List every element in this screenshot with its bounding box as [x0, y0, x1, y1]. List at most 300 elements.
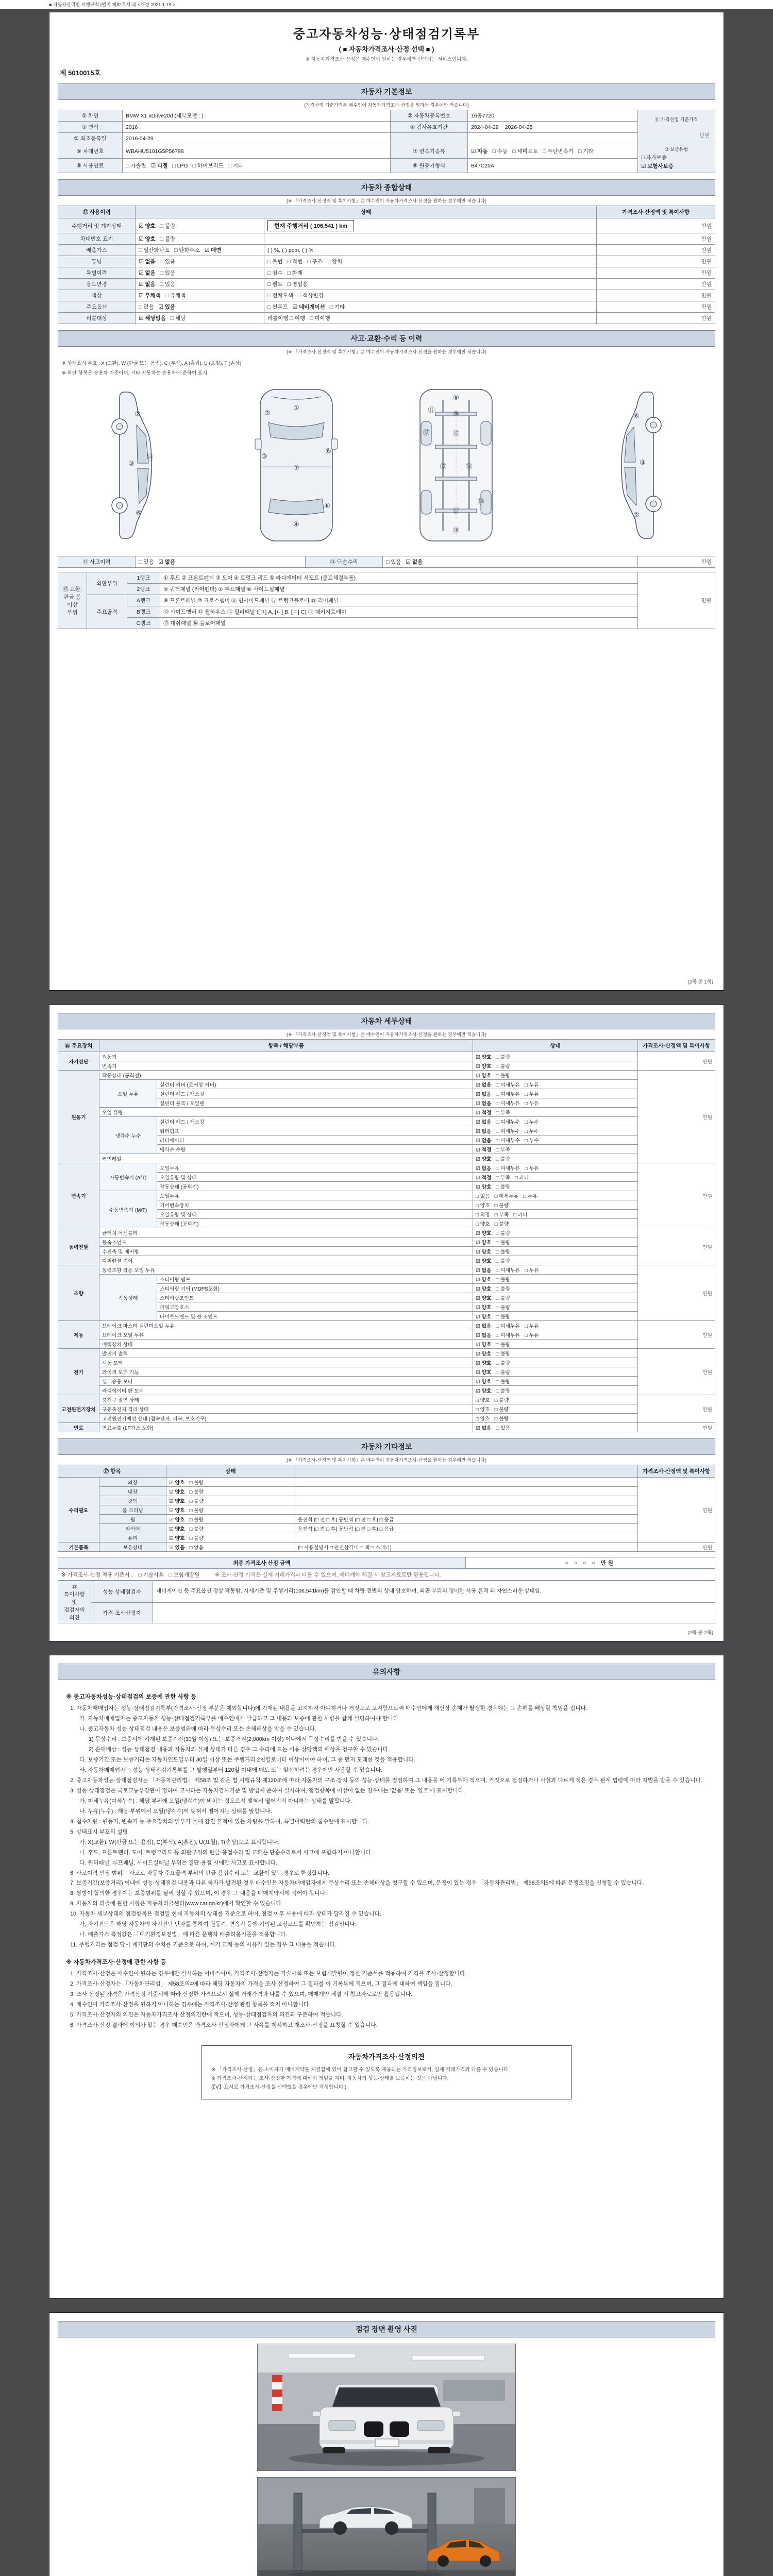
detail-condition-row	[58, 1367, 715, 1377]
misc-state-cell	[166, 1515, 295, 1524]
price-cell: 만원	[638, 1052, 715, 1071]
price-cell: 만원	[638, 1265, 715, 1321]
main-frame-label: 주요골격	[87, 595, 127, 629]
vin-value: WBAHU5101G5P56798	[123, 144, 391, 159]
table-row	[58, 556, 715, 568]
notice-line: 나. 후드, 프론트펜더, 도어, 트렁크리드 등 외판부위의 판금·용접수리 및 교환은 단순수리로서 사고에 포함하지 아니합니다.	[79, 1849, 373, 1856]
checked-checkbox: ☑ 없음	[476, 1267, 492, 1274]
unchecked-checkbox: □ 과다	[513, 1212, 528, 1218]
first-registration-value: 2016-04-29	[123, 133, 391, 144]
detail-state-cell	[473, 1200, 638, 1210]
checked-checkbox: ☑ 양호	[476, 1360, 492, 1366]
misc-state-cell	[166, 1478, 295, 1487]
appraiser-role-label: 가격·조사산정자	[91, 1602, 153, 1623]
unchecked-checkbox: □ 양호	[476, 1416, 490, 1422]
svg-text:④: ④	[293, 521, 299, 529]
detail-state-cell	[473, 1163, 638, 1173]
detail-condition-row	[58, 1117, 715, 1126]
checked-checkbox: ☑ 없음	[139, 259, 156, 265]
checked-checkbox: ☑ 양호	[476, 1342, 492, 1348]
price-header: 가격조사·산정액 및 특이사항	[638, 1040, 715, 1052]
detail-state-cell	[473, 1349, 638, 1358]
detail-condition-row	[58, 1340, 715, 1349]
misc-extra-cell: 운전석 (□ 전 □ 후) 동반석 (□ 전 □ 후) □ 응급	[295, 1524, 638, 1533]
overall-condition-row	[58, 256, 715, 267]
misc-state-cell	[166, 1496, 295, 1505]
detail-condition-row	[58, 1173, 715, 1182]
valuation-opinion-line: (【V】표시로 가격조사·산정을 선택했을 경우에만 작성합니다.)	[211, 2084, 347, 2091]
detail-item-label: 실내송풍 모터	[99, 1377, 473, 1386]
unchecked-checkbox: □ 부족	[496, 1147, 511, 1153]
detail-item-label: 워터펌프	[157, 1126, 473, 1136]
unchecked-checkbox: □ 불량	[496, 1286, 511, 1292]
section-basic-info-note: (가격산정 기준가격은 매수인이 자동차가격조사·산정을 원하는 경우에만 적습니다)	[304, 103, 469, 108]
unchecked-checkbox: □ 불량	[494, 1221, 509, 1227]
overall-condition-table	[58, 206, 715, 324]
checked-checkbox: ☑ 없음	[476, 1138, 492, 1144]
detail-item-label: 스티어링조인트	[157, 1293, 473, 1302]
detail-condition-row	[58, 1126, 715, 1136]
unchecked-checkbox: □ 부족	[496, 1110, 511, 1116]
item-header: 항목 / 해당부품	[99, 1040, 473, 1052]
notice-line: 1) 무상수리 : 보증서에 기재된 보증기간(30일 이상) 또는 보증거리(2,000km 이상) 이내에서 무상수리를 받을 수 있습니다.	[89, 1736, 379, 1742]
unchecked-checkbox: □ 유채색	[165, 293, 186, 299]
detail-state-cell	[473, 1275, 638, 1284]
fuel-type-label: ⑧ 사용연료	[58, 159, 123, 173]
unchecked-checkbox: □ 불량	[160, 236, 176, 242]
price-cell: 만원	[638, 1228, 715, 1265]
condition-item-label: 색상	[58, 290, 136, 301]
unchecked-checkbox: □ 기타	[228, 163, 244, 169]
detail-state-cell	[473, 1071, 638, 1080]
misc-item-label: 유리	[99, 1533, 166, 1543]
base-price-label: ⑪ 가격산정 기준가격	[654, 116, 698, 122]
checked-checkbox: ☑ 양호	[476, 1314, 492, 1320]
svg-text:⑨: ⑨	[453, 394, 459, 402]
svg-text:③: ③	[261, 453, 267, 461]
inspector-role-label: 성능·상태점검자	[91, 1581, 153, 1603]
checked-checkbox: ☑ 적정	[476, 1110, 492, 1116]
checked-checkbox: ☑ 양호	[476, 1156, 492, 1162]
base-price-cell	[638, 110, 715, 144]
detail-state-cell	[473, 1145, 638, 1154]
detail-condition-row	[58, 1395, 715, 1404]
detail-item-label: 충전구 절연 상태	[99, 1395, 473, 1404]
inspection-validity-value: 2024-04-29 ~ 2026-04-28	[468, 122, 638, 133]
misc-info-row	[58, 1515, 715, 1524]
unchecked-checkbox: □ 누유	[524, 1082, 539, 1088]
plate-number-label: ② 자동차등록번호	[391, 110, 468, 122]
detail-condition-row	[58, 1182, 715, 1191]
svg-text:②: ②	[135, 411, 141, 418]
detail-condition-row	[58, 1265, 715, 1275]
detail-state-cell	[473, 1238, 638, 1247]
plate-number-value: 16공7720	[468, 110, 638, 122]
checked-checkbox: ☑ 없음	[476, 1332, 492, 1338]
unchecked-checkbox: □ 미세누유	[496, 1165, 520, 1172]
unchecked-checkbox: □ 불량	[496, 1388, 511, 1394]
warranty-type-cell	[638, 144, 715, 173]
notice-line: 5. 가격조사·산정자의 의견은 자동차가격조사·산정의견란에 적으며, 성능·상태점검자의 의견과 구분하여 적습니다.	[70, 2012, 343, 2019]
checked-checkbox: ☑ 양호	[476, 1277, 492, 1283]
svg-text:⑥: ⑥	[633, 413, 640, 420]
panel-main-record	[49, 12, 724, 991]
detail-condition-row	[58, 1071, 715, 1080]
checked-checkbox: ☑ 없음	[406, 559, 423, 565]
unchecked-checkbox: □ 있음	[160, 281, 176, 287]
condition-extra-cell	[264, 245, 597, 256]
misc-group-label: 수리필요	[58, 1478, 99, 1543]
detail-state-cell	[473, 1423, 638, 1432]
notice-line: 1. 가격조사·산정은 매수인이 원하는 경우에만 실시하는 서비스이며, 가격조사·산정자는 기술사회 또는 보험개발원이 정한 기준서를 적용하여 가격을 조사·산정합니다.	[70, 1971, 467, 1977]
unchecked-checkbox: □ 불량	[496, 1379, 511, 1385]
detail-condition-row	[58, 1098, 715, 1108]
rank-label: 2랭크	[127, 584, 160, 595]
unchecked-checkbox: □ 불량	[189, 1517, 204, 1523]
section-detail-condition-title: 자동차 세부상태	[58, 1013, 715, 1029]
valuation-opinion-title: 자동차가격조사·산정의견	[348, 2053, 425, 2061]
condition-state-cell	[136, 267, 264, 279]
detail-item-label: 추진축 및 베어링	[99, 1247, 473, 1256]
svg-text:③: ③	[128, 460, 135, 468]
final-price-label: 최종 가격조사·산정 금액	[58, 1557, 466, 1569]
condition-extra-cell	[264, 233, 597, 245]
detail-item-label: 작동상태 (공회전)	[157, 1182, 473, 1191]
notice-line: 6. 사고이력 인정 범위는 사고로 자동차 주요골격 부위의 판금·용접수리 또는 교환이 있는 경우로 한정합니다.	[70, 1870, 330, 1876]
section-misc-info-note: (※ 「가격조사·산정액 및 특이사항」은 매수인이 자동차가격조사·산정을 원하는 경우에만 적습니다)	[287, 1458, 486, 1463]
detail-item-label: 브레이크 마스터 실린더오일 누유	[99, 1321, 473, 1330]
unchecked-checkbox: □ 불량	[496, 1295, 511, 1301]
detail-condition-row	[58, 1200, 715, 1210]
detail-state-cell	[473, 1330, 638, 1340]
condition-state-cell	[136, 256, 264, 267]
notice-line: 8. 쌍방이 합의한 경우에는 보증범위를 달리 정할 수 있으며, 이 경우 그 내용을 매매계약서에 적어야 합니다.	[70, 1890, 327, 1897]
misc-extra-cell: 운전석 (□ 전 □ 후) 동반석 (□ 전 □ 후) □ 응급	[295, 1515, 638, 1524]
unchecked-checkbox: □ 불량	[496, 1240, 511, 1246]
detail-item-label: 연료누출 (LP가스 포함)	[99, 1423, 473, 1432]
price-cell: 만원	[597, 267, 715, 279]
unchecked-checkbox: □ 가솔린	[126, 163, 146, 169]
detail-item-label: 스티어링 기어 (MDPS포함)	[157, 1284, 473, 1293]
table-row	[58, 618, 715, 629]
notice-heading: ※ 자동차가격조사·산정에 관한 사항 등	[66, 1959, 166, 1966]
table-row	[58, 1581, 715, 1603]
unchecked-checkbox: □ 누수	[524, 1119, 539, 1125]
detail-item-label: 오일유량 및 상태	[157, 1210, 473, 1219]
price-cell: 만원	[597, 290, 715, 301]
misc-extra-cell	[295, 1505, 638, 1515]
misc-info-row	[58, 1478, 715, 1487]
unchecked-checkbox: □ 누유	[524, 1100, 539, 1107]
condition-state-cell	[136, 313, 264, 324]
final-price-amount: ○ ○ ○ ○	[565, 1560, 597, 1566]
rank-items: ⑮ 대쉬패널 ⑯ 플로어패널	[160, 618, 638, 629]
damage-code-legend: ※ 상태표시 부호 : X (교환), W (판금 또는 용접), C (부식), A (흠집), U (요철), T (손상)	[62, 361, 242, 366]
unchecked-checkbox: □ 불량	[494, 1202, 509, 1209]
checked-checkbox: ☑ 없음	[139, 281, 156, 287]
svg-text:②: ②	[264, 410, 271, 417]
condition-extra-cell	[264, 290, 597, 301]
unchecked-checkbox: □ 양호	[476, 1221, 490, 1227]
model-year-value: 2016	[123, 122, 391, 133]
car-name-value: BMW X1 xDrive20d (세부모델 : )	[123, 110, 391, 122]
detail-item-label: 실린더 헤드 / 개스킷	[157, 1089, 473, 1098]
unchecked-checkbox: □ 썬루프	[267, 304, 288, 310]
svg-text:⑦: ⑦	[293, 464, 299, 472]
unchecked-checkbox: □ 불량	[189, 1526, 204, 1532]
unchecked-checkbox: □ 무단변속기	[543, 148, 574, 155]
detail-state-cell	[473, 1154, 638, 1163]
notice-line: 가. X(교환), W(판금 또는 용접), C(부식), A(흠집), U(요철), T(손상)으로 표시합니다.	[79, 1839, 279, 1845]
basic-info-table	[58, 110, 715, 173]
section-photos-title: 점검 장면 촬영 사진	[58, 2321, 715, 2337]
device-group-label: 전기	[58, 1349, 99, 1395]
notice-line: 7. 보증기간(보증거리) 이내에 성능·상태점검 내용과 다른 하자가 발견된 경우 매수인은 자동차매매업자에게 무상수리 또는 손해배상을 청구할 수 있으며, 분쟁이 있는 경우 「자동차관리법」 제58조의5에 따른 분쟁조정을 신청할 수 있습니다.	[70, 1880, 644, 1887]
notice-line: 4. 침수차량 : 원동기, 변속기 등 주요장치의 일부가 물에 잠긴 흔적이 있는 차량을 말하며, 특별이력란의 침수란에 표시합니다.	[70, 1818, 369, 1825]
final-price-table	[58, 1557, 715, 1569]
notice-line: 6. 가격조사·산정 결과에 이의가 있는 경우 매수인은 가격조사·산정자에게 그 사유를 제시하고 재조사·산정을 요청할 수 있습니다.	[70, 2022, 378, 2029]
notice-line: 2) 손해배상 : 성능·상태점검 내용과 자동차의 실제 상태가 다른 경우 그 수리에 드는 비용 상당액의 배상을 청구할 수 있습니다.	[89, 1746, 390, 1753]
misc-info-table	[58, 1465, 715, 1552]
checked-checkbox: ☑ 매연	[204, 247, 222, 253]
detail-item-label: 브레이크 오일 누유	[99, 1330, 473, 1340]
empty-label-cell	[391, 133, 468, 144]
checked-checkbox: ☑ 양호	[476, 1258, 492, 1264]
unchecked-checkbox: □ 불량	[496, 1351, 511, 1357]
unchecked-checkbox: □ 기술사회	[138, 1572, 164, 1578]
device-group-label: 변속기	[58, 1163, 99, 1228]
detail-state-cell	[473, 1117, 638, 1126]
unchecked-checkbox: □ 미세누유	[496, 1323, 520, 1329]
checked-checkbox: ☑ 없음	[476, 1091, 492, 1097]
unchecked-checkbox: □ 누수	[524, 1128, 539, 1134]
checked-checkbox: ☑ 보험사보증	[641, 163, 674, 170]
car-name-label: ① 차명	[58, 110, 123, 122]
checked-checkbox: ☑ 없음	[476, 1165, 492, 1172]
unchecked-checkbox: □ 불량	[189, 1507, 204, 1514]
unchecked-checkbox: □ 누유	[524, 1165, 539, 1172]
detail-item-label: 클러치 어셈블리	[99, 1228, 473, 1238]
detail-item-label: 라디에이터	[157, 1136, 473, 1145]
form-title: 중고자동차성능·상태점검기록부	[293, 27, 480, 41]
transmission-type-label: ⑦ 변속기종류	[391, 144, 468, 159]
condition-item-label: 배출가스	[58, 245, 136, 256]
price-cell: 만원	[597, 245, 715, 256]
accident-history-label: ⑬ 사고이력	[58, 556, 136, 568]
detail-state-cell	[473, 1210, 638, 1219]
notice-line: 다. 보증기간 또는 보증거리는 자동차인도일부터 30일 이상 또는 주행거리 2천킬로미터 이상이어야 하며, 그 중 먼저 도래한 것을 적용합니다.	[79, 1756, 415, 1763]
detail-item-label: 원동기	[99, 1052, 473, 1061]
price-cell: 만원	[638, 1321, 715, 1349]
notice-line: 3. 조사·산정된 가격은 가격산정 기준서에 따라 산정한 가격으로서 실제 거래가격과 다를 수 있으며, 매매계약 체결 시 참고자료로만 활용됩니다.	[70, 1991, 413, 1998]
misc-state-cell	[166, 1533, 295, 1543]
unchecked-checkbox: □ 불량	[496, 1360, 511, 1366]
detail-state-cell	[473, 1182, 638, 1191]
base-price-value: 만원	[699, 132, 710, 139]
misc-info-row	[58, 1524, 715, 1533]
unchecked-checkbox: □ 있음	[386, 559, 401, 565]
unchecked-checkbox: □ 침수	[267, 270, 283, 276]
checked-checkbox: ☑ 양호	[476, 1369, 492, 1376]
svg-text:⑫: ⑫	[440, 463, 447, 471]
detail-condition-row	[58, 1247, 715, 1256]
condition-state-cell	[136, 301, 264, 313]
notice-line: 4. 매수인이 가격조사·산정을 원하지 아니하는 경우에는 가격조사·산정 관련 항목을 적지 아니합니다.	[70, 2002, 311, 2008]
notice-line: 2. 가격조사·산정자는 「자동차관리법」 제58조의4에 따라 해당 자동차의 가격을 조사·산정하여 그 결과를 이 기록부에 적으며, 그 결과에 대하여 책임을 집니다.	[70, 1981, 452, 1988]
rank-label: A랭크	[127, 595, 160, 606]
unchecked-checkbox: □ 미세누유	[496, 1100, 520, 1107]
accident-history-options	[136, 556, 306, 568]
unchecked-checkbox: □ LPG	[172, 163, 188, 169]
unchecked-checkbox: □ 없음	[139, 304, 154, 310]
unchecked-checkbox: □ 없음	[189, 1545, 204, 1551]
price-cell: 만원	[597, 256, 715, 267]
misc-info-row	[58, 1505, 715, 1515]
car-damage-diagram	[58, 380, 715, 553]
checked-checkbox: ☑ 양호	[139, 223, 156, 229]
rank-label: 1랭크	[127, 572, 160, 584]
detail-state-cell	[473, 1386, 638, 1395]
detail-item-label: 오일 유량	[99, 1108, 473, 1117]
valuation-opinion-line: ※ 「가격조사·산정」은 소비자가 매매계약을 체결함에 있어 참고할 수 있도록 제공되는 가격정보로서, 실제 거래가격과 다를 수 있습니다.	[211, 2067, 510, 2073]
unchecked-checkbox: □ 불량	[189, 1498, 204, 1504]
condition-state-cell	[136, 290, 264, 301]
device-group-label: 동력전달	[58, 1228, 99, 1265]
unchecked-checkbox: □ 누유	[524, 1091, 539, 1097]
misc-item-header: ⑰ 항목	[58, 1465, 166, 1478]
overall-condition-row	[58, 313, 715, 324]
exchange-rank-table	[58, 572, 715, 629]
unchecked-checkbox: □ 있음	[139, 559, 154, 565]
rank-items: ⑫ 사이드멤버 ⑬ 휠하우스 ⑭ 필러패널 ([ㄱ] A, [ㄴ] B, [ㄷ] C) ⑲ 패키지트레이	[160, 606, 638, 618]
misc-extra-cell	[295, 1496, 638, 1505]
notice-line: 다. 쿼터패널, 루프패널, 사이드실패널 부위는 절단·용접 시에만 사고로 표시합니다.	[79, 1859, 277, 1866]
condition-extra-cell	[264, 301, 597, 313]
detail-state-cell	[473, 1191, 638, 1200]
unchecked-checkbox: □ 불량	[496, 1184, 511, 1190]
checked-checkbox: ☑ 양호	[476, 1230, 492, 1236]
price-cell: 만원	[638, 1478, 715, 1543]
checked-checkbox: ☑ 양호	[476, 1295, 492, 1301]
transmission-type-options	[468, 144, 638, 159]
detail-condition-row	[58, 1154, 715, 1163]
detail-condition-row	[58, 1302, 715, 1312]
device-group-label: 연료	[58, 1423, 99, 1432]
engine-model-value: B47C20A	[468, 159, 638, 173]
detail-state-cell	[473, 1126, 638, 1136]
overall-condition-row	[58, 279, 715, 290]
checked-checkbox: ☑ 양호	[476, 1073, 492, 1079]
unchecked-checkbox: □ 과다	[515, 1175, 529, 1181]
rank-label: C랭크	[127, 618, 160, 629]
unchecked-checkbox: □ 미이행	[310, 315, 330, 321]
checked-checkbox: ☑ 적정	[476, 1147, 492, 1153]
unchecked-checkbox: □ 장치	[327, 259, 343, 265]
detail-state-cell	[473, 1247, 638, 1256]
checked-checkbox: ☑ 적정	[476, 1175, 492, 1181]
notice-line: 나. 누유(누수) : 해당 부위에서 오일(냉각수)이 맺혀서 떨어지는 상태를 말합니다.	[79, 1808, 272, 1815]
car-diagram-svg	[90, 380, 683, 550]
detail-condition-row	[58, 1191, 715, 1200]
svg-text:⑯: ⑯	[465, 463, 473, 471]
panel-photos-signature	[49, 2312, 724, 2576]
checked-checkbox: ☑ 양호	[169, 1480, 185, 1486]
detail-state-cell	[473, 1219, 638, 1228]
rank-items: ① 후드 ② 프론트펜더 ③ 도어 ④ 트렁크 리드 ⑤ 라디에이터 서포트 (볼트체결부품)	[160, 572, 638, 584]
notice-line: 1. 자동차매매업자는 성능·상태점검기록부(가격조사·산정 부분은 제외합니다)에 기재된 내용을 고지하지 아니하거나 거짓으로 고지함으로써 매수인에게 재산상 손해가 발생한 경우에는 그 손해를 배상할 책임을 집니다.	[70, 1705, 588, 1711]
unchecked-checkbox: □ 불량	[496, 1230, 511, 1236]
unchecked-checkbox: □ 있음	[160, 270, 176, 276]
condition-state-cell	[136, 233, 264, 245]
detail-condition-row	[58, 1238, 715, 1247]
unchecked-checkbox: □ 불량	[496, 1073, 511, 1079]
detail-condition-row	[58, 1377, 715, 1386]
condition-state-cell	[136, 245, 264, 256]
svg-text:⑭: ⑭	[146, 454, 154, 462]
unchecked-checkbox: □ 누유	[524, 1267, 539, 1274]
detail-condition-row	[58, 1136, 715, 1145]
detail-condition-row	[58, 1321, 715, 1330]
misc-item-label: 광택	[99, 1496, 166, 1505]
detail-item-label: 커먼레일	[99, 1154, 473, 1163]
unchecked-checkbox: □ 일산화탄소	[139, 247, 170, 253]
detail-item-label: 발전기 출력	[99, 1349, 473, 1358]
notice-line: 가. 자기진단은 해당 자동차의 자기진단 단자를 통하여 원동기, 변속기 등에 기억된 고장코드를 확인하는 점검입니다.	[79, 1921, 357, 1928]
panel-notices	[49, 1655, 724, 2299]
overall-condition-row	[58, 218, 715, 233]
misc-item-label: 룸 크리닝	[99, 1505, 166, 1515]
detail-condition-row	[58, 1210, 715, 1219]
notice-line: 가. 자동차매매업자는 중고자동차 성능·상태점검기록부를 매수인에게 발급하고 그 내용과 보증에 관한 사항을 함께 설명하여야 합니다.	[79, 1715, 400, 1722]
section-detail-condition-note: (※ 「가격조사·산정액 및 특이사항」은 매수인이 자동차가격조사·산정을 원하는 경우에만 적습니다)	[287, 1032, 486, 1037]
detail-item-label: 오일유량 및 상태	[157, 1173, 473, 1182]
unchecked-checkbox: □ 미세누수	[496, 1138, 520, 1144]
unchecked-checkbox: □ 불량	[496, 1277, 511, 1283]
section-misc-info-title: 자동차 기타정보	[58, 1438, 715, 1455]
device-sub-label: 오일 누유	[99, 1080, 157, 1108]
condition-state-cell	[136, 279, 264, 290]
valuation-opinion-box	[201, 2045, 572, 2099]
price-cell: 만원	[638, 1543, 715, 1552]
unchecked-checkbox: □ 불량	[496, 1054, 511, 1060]
unchecked-checkbox: □ 보험개발원	[169, 1572, 200, 1578]
overall-condition-row	[58, 267, 715, 279]
unchecked-checkbox: □ 불량	[494, 1416, 509, 1422]
detail-condition-row	[58, 1061, 715, 1071]
inspection-photo-lift	[257, 2477, 516, 2576]
misc-item-label: 내장	[99, 1487, 166, 1496]
misc-info-row	[58, 1533, 715, 1543]
price-header: 가격조사·산정액 및 특이사항	[597, 206, 715, 218]
unchecked-checkbox: □ 불량	[496, 1063, 511, 1070]
checked-checkbox: ☑ 없음	[139, 270, 156, 276]
unchecked-checkbox: □ 적정	[476, 1212, 490, 1218]
detail-condition-row	[58, 1386, 715, 1395]
unchecked-checkbox: □ 불량	[494, 1397, 509, 1403]
device-sub-label: 자동변속기 (A/T)	[99, 1163, 157, 1191]
detail-condition-row	[58, 1089, 715, 1098]
unchecked-checkbox: □ 해당	[170, 315, 186, 321]
notice-line: 2. 중고자동차성능·상태점검자는 「자동차관리법」 제58조 및 같은 법 시행규칙 제120조에 따라 자동차의 구조·장치 등의 성능·상태를 점검하여 그 내용을 이 기록부에 적으며, 거짓으로 점검하거나 사실과 다르게 적은 경우 관계 법령에 따라 처벌을 받을 수 있습니다.	[70, 1777, 702, 1784]
inspection-photo-front	[257, 2344, 516, 2471]
final-price-value	[465, 1557, 715, 1569]
detail-state-cell	[473, 1312, 638, 1321]
detail-condition-row	[58, 1358, 715, 1367]
checked-checkbox: ☑ 양호	[476, 1184, 492, 1190]
unchecked-checkbox: □ 미세누유	[496, 1267, 520, 1274]
simple-repair-label: ⑭ 단순수리	[306, 556, 383, 568]
form-number: 제 5010015호	[60, 69, 101, 77]
